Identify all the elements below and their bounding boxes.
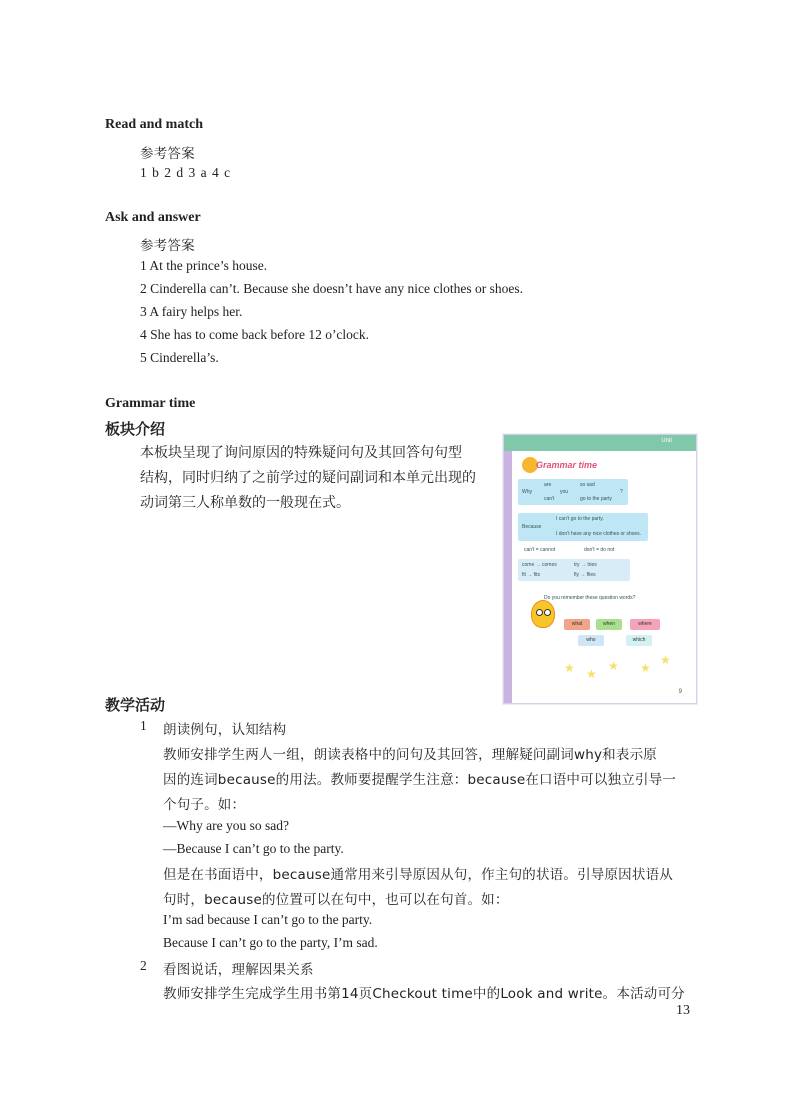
grammar-intro bbox=[140, 441, 485, 516]
thumb-note: don't = do not bbox=[584, 547, 615, 553]
activity-text: 但是在书面语中，because通常用来引导原因从句，作主句的状语。引导原因状语从 bbox=[163, 867, 673, 883]
ask-answer-item: 4 She has to come back before 12 o’clock. bbox=[140, 327, 370, 342]
page-number: 13 bbox=[676, 1003, 690, 1018]
star-icon: ★ bbox=[608, 659, 619, 673]
thumb-chip: who bbox=[578, 635, 604, 646]
read-match-answers: 1 b 2 d 3 a 4 c bbox=[140, 165, 232, 180]
example-sentence: —Because I can’t go to the party. bbox=[163, 841, 344, 856]
thumb-word: go to the party bbox=[580, 496, 612, 502]
activity-number: 1 bbox=[140, 718, 147, 733]
mascot-icon bbox=[531, 600, 555, 628]
intro-line: 本板块呈现了询问原因的特殊疑问句及其回答句句型 bbox=[140, 445, 462, 461]
thumb-question: Do you remember these question words? bbox=[544, 595, 636, 601]
ask-answer-item: 3 A fairy helps her. bbox=[140, 304, 243, 319]
thumb-verb: come → comes bbox=[522, 562, 557, 568]
thumb-word: are bbox=[544, 482, 552, 488]
activity-text: 句时，because的位置可以在句中，也可以在句首。如： bbox=[163, 892, 509, 908]
thumb-chip: where bbox=[630, 619, 660, 630]
activity-title: 朗读例句，认知结构 bbox=[163, 722, 287, 738]
thumb-title: Grammar time bbox=[536, 460, 598, 470]
star-icon: ★ bbox=[640, 661, 651, 675]
thumb-header-label: Unit bbox=[661, 438, 672, 444]
thumb-word: Because bbox=[522, 524, 542, 530]
example-sentence: I’m sad because I can’t go to the party. bbox=[163, 912, 373, 927]
ask-answer-label: 参考答案 bbox=[140, 238, 195, 254]
thumb-word: can't bbox=[544, 496, 555, 502]
ask-answer-heading: Ask and answer bbox=[105, 210, 201, 225]
star-icon: ★ bbox=[586, 667, 597, 681]
grammar-subheading: 板块介绍 bbox=[105, 420, 166, 438]
activity-text: 教师安排学生两人一组，朗读表格中的问句及其回答，理解疑问副词why和表示原 bbox=[163, 747, 657, 763]
activity-text: 教师安排学生完成学生用书第14页Checkout time中的Look and write。本活动可分 bbox=[163, 986, 685, 1002]
activities-heading: 教学活动 bbox=[105, 696, 166, 714]
textbook-page-thumbnail bbox=[503, 434, 697, 704]
thumb-chip: when bbox=[596, 619, 622, 630]
thumb-note: can't = cannot bbox=[524, 547, 556, 553]
ask-answer-item: 1 At the prince’s house. bbox=[140, 258, 268, 273]
thumb-word: ? bbox=[620, 489, 623, 495]
intro-line: 结构，同时归纳了之前学过的疑问副词和本单元出现的 bbox=[140, 470, 476, 486]
ask-answer-item: 5 Cinderella’s. bbox=[140, 350, 219, 365]
example-sentence: —Why are you so sad? bbox=[163, 818, 289, 833]
activity-title: 看图说话，理解因果关系 bbox=[163, 962, 314, 978]
thumb-line: I don’t have any nice clothes or shoes. bbox=[556, 531, 642, 537]
thumb-word: so sad bbox=[580, 482, 595, 488]
thumb-verb: try → tries bbox=[574, 562, 597, 568]
thumb-word: you bbox=[560, 489, 569, 495]
thumb-sidebar bbox=[504, 451, 512, 703]
read-match-label: 参考答案 bbox=[140, 146, 195, 162]
thumb-word: Why bbox=[522, 489, 532, 495]
thumb-chip: what bbox=[564, 619, 590, 630]
activity-text: 个句子。如： bbox=[163, 797, 246, 813]
grammar-heading: Grammar time bbox=[105, 396, 196, 411]
thumb-verb: fit → fits bbox=[522, 572, 541, 578]
activity-number: 2 bbox=[140, 958, 147, 973]
thumb-page-number: 9 bbox=[678, 689, 682, 695]
thumb-line: I can’t go to the party. bbox=[556, 516, 604, 522]
read-match-heading: Read and match bbox=[105, 117, 204, 132]
example-sentence: Because I can’t go to the party, I’m sad. bbox=[163, 935, 378, 950]
thumb-verb: fly → flies bbox=[574, 572, 596, 578]
activity-text: 因的连词because的用法。教师要提醒学生注意：because在口语中可以独立引导一 bbox=[163, 772, 677, 788]
star-icon: ★ bbox=[660, 653, 671, 667]
star-icon: ★ bbox=[564, 661, 575, 675]
ask-answer-item: 2 Cinderella can’t. Because she doesn’t have any nice clothes or shoes. bbox=[140, 281, 524, 296]
thumb-chip: which bbox=[626, 635, 652, 646]
thumb-header-bar bbox=[504, 435, 696, 451]
intro-line: 动词第三人称单数的一般现在式。 bbox=[140, 495, 350, 511]
